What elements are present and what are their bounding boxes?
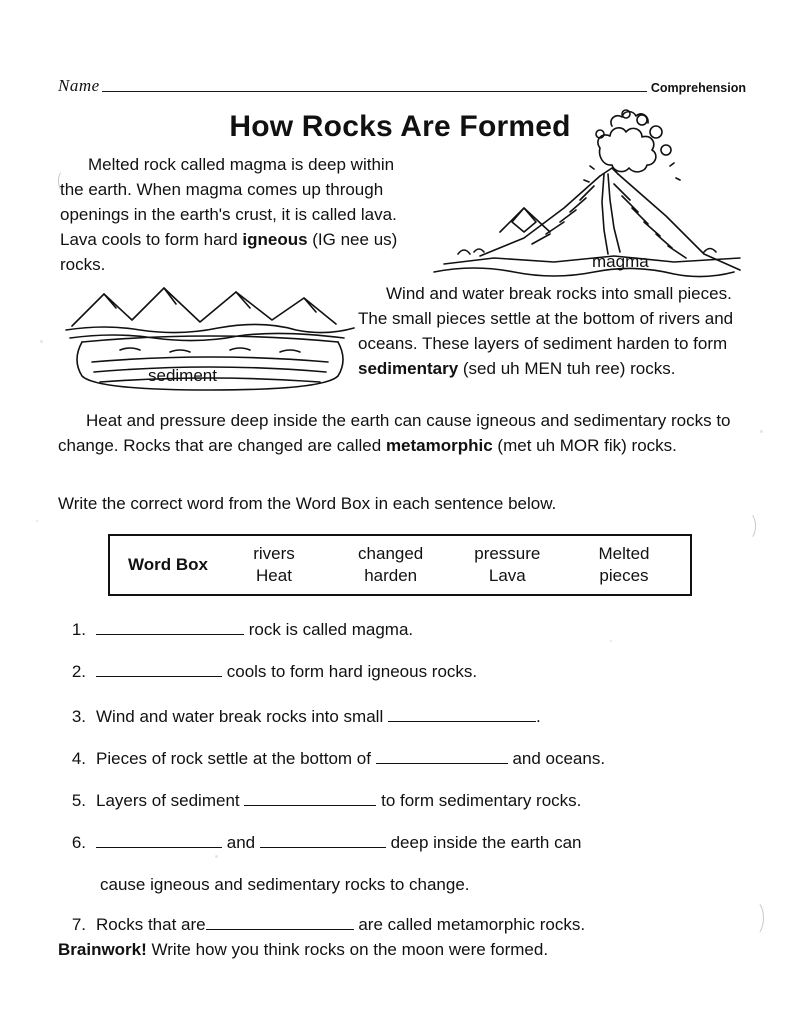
question-1-number: 1. (71, 620, 86, 639)
question-7-before: Rocks that are (96, 915, 206, 934)
answer-blank[interactable] (244, 789, 376, 806)
name-label: Name (58, 76, 100, 95)
word-box-column (349, 543, 433, 587)
term-metamorphic: metamorphic (385, 436, 493, 455)
brainwork-row (58, 940, 758, 960)
question-4-number: 4. (71, 749, 86, 768)
question-1 (58, 618, 758, 642)
word-box-word: Lava (488, 566, 526, 585)
answer-blank[interactable] (96, 618, 244, 635)
volcano-illustration (404, 104, 744, 284)
question-4 (58, 747, 758, 771)
paragraph-2-text: Wind and water break rocks into small pieces. The small pieces settle at the bottom of rivers and oceans. These layers of sediment harden to form (358, 284, 734, 353)
question-2-after: cools to form hard igneous rocks. (226, 662, 478, 681)
question-5 (58, 789, 758, 813)
answer-blank[interactable] (206, 913, 354, 930)
word-box-title: Word Box (128, 555, 208, 574)
scan-speck (36, 520, 38, 522)
question-5-before: Layers of sediment (96, 791, 245, 810)
paragraph-3-text: Heat and pressure deep inside the earth can cause igneous and sedimentary rocks to change. Rocks that are changed are called (58, 411, 731, 455)
answer-blank[interactable] (96, 831, 222, 848)
question-6 (58, 831, 758, 855)
question-3-before: Wind and water break rocks into small (96, 707, 388, 726)
word-box-word: pressure (474, 544, 541, 563)
scan-speck (215, 855, 218, 858)
question-2-number: 2. (71, 662, 86, 681)
question-3-number: 3. (71, 707, 86, 726)
paragraph-sedimentary (358, 281, 740, 381)
question-7 (58, 913, 758, 937)
name-row (58, 72, 746, 96)
question-2 (58, 660, 758, 684)
paragraph-igneous (60, 152, 420, 277)
word-box (108, 534, 692, 596)
brainwork-text: Write how you think rocks on the moon were formed. (146, 940, 549, 959)
magma-label: magma (592, 252, 649, 271)
word-box-column (465, 543, 549, 587)
question-5-number: 5. (71, 791, 86, 810)
paragraph-2-tail: (sed uh MEN tuh ree) rocks. (458, 359, 676, 378)
paragraph-1-text: Melted rock called magma is deep within the earth. When magma comes up through openings in the earth's crust, it is called lava. Lava cools to form hard (60, 155, 397, 249)
paragraph-metamorphic (58, 408, 748, 458)
word-box-word: Melted (598, 544, 650, 563)
question-4-after: and oceans. (512, 749, 606, 768)
question-6-number: 6. (71, 833, 86, 852)
subject-label: Comprehension (650, 81, 746, 95)
scan-speck (760, 430, 763, 433)
word-box-columns (232, 543, 690, 587)
question-7-number: 7. (71, 915, 86, 934)
answer-blank[interactable] (96, 660, 222, 677)
name-write-line[interactable] (102, 90, 647, 92)
answer-blank[interactable] (376, 747, 508, 764)
term-sedimentary: sedimentary (358, 359, 459, 378)
answer-blank[interactable] (388, 705, 536, 722)
word-box-word: rivers (253, 544, 295, 563)
word-box-column (232, 543, 316, 587)
word-box-column (582, 543, 666, 587)
sediment-label: sediment (148, 366, 217, 385)
page-title: How Rocks Are Formed (229, 110, 571, 143)
question-3-after: . (535, 707, 541, 726)
word-box-word: pieces (599, 566, 649, 585)
answer-blank[interactable] (260, 831, 386, 848)
word-box-word: Heat (256, 566, 292, 585)
paragraph-1-tail: (IG nee us) rocks. (60, 230, 398, 274)
question-7-after: are called metamorphic rocks. (358, 915, 586, 934)
question-1-after: rock is called magma. (248, 620, 414, 639)
question-3 (58, 705, 758, 729)
brainwork-label: Brainwork! (58, 940, 147, 959)
instruction-text: Write the correct word from the Word Box in each sentence below. (58, 494, 557, 513)
scan-arc (740, 512, 756, 540)
question-4-before: Pieces of rock settle at the bottom of (96, 749, 376, 768)
question-6-line2: cause igneous and sedimentary rocks to change. (100, 875, 470, 894)
paragraph-3-tail: (met uh MOR fik) rocks. (492, 436, 677, 455)
term-igneous: igneous (242, 230, 308, 249)
question-6-mid: and (226, 833, 256, 852)
word-box-word: harden (364, 566, 418, 585)
question-6-after: deep inside the earth can (390, 833, 582, 852)
scan-speck (40, 340, 43, 343)
question-5-after: to form sedimentary rocks. (381, 791, 582, 810)
word-box-word: changed (358, 544, 424, 563)
